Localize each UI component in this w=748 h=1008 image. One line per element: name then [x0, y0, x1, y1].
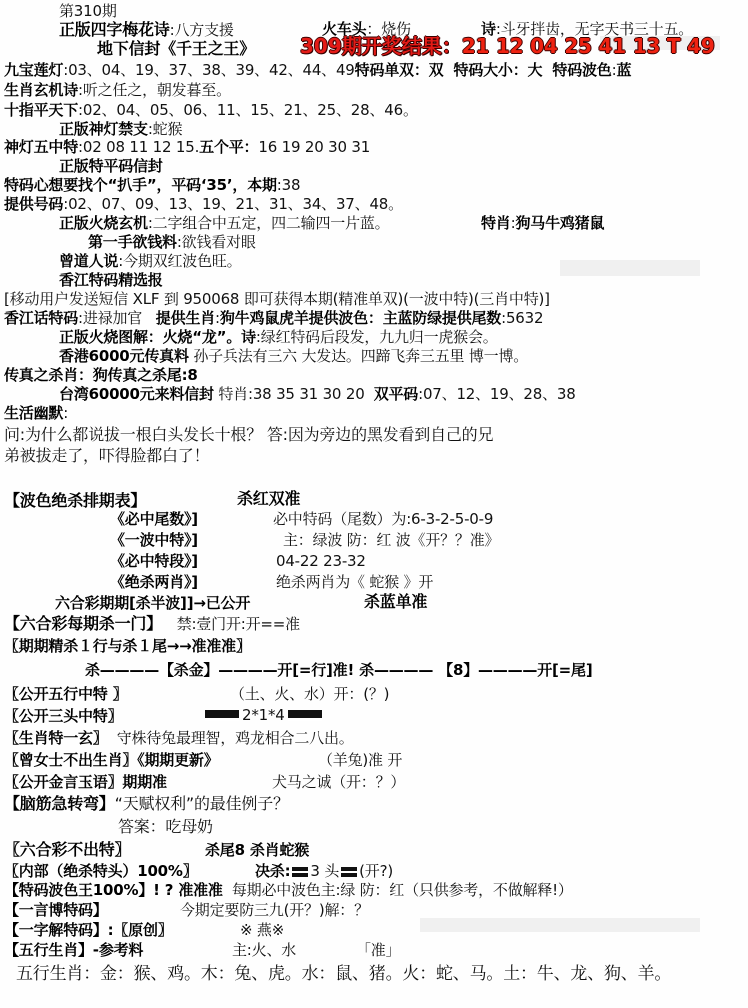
table-footer-right: 杀蓝单准	[364, 592, 428, 611]
body-row-shendeng-wuzhongte	[4, 140, 370, 156]
neibu-value-wrap	[255, 864, 393, 880]
tema-danshuang-value: 双	[428, 61, 444, 79]
tigong-shengxiao-value: 狗牛鸡鼠虎羊	[219, 309, 309, 327]
bar-right-icon	[288, 710, 322, 721]
poem-label: 诗	[481, 20, 496, 38]
xiangjianghua-value: 进禄加官	[82, 309, 143, 327]
tigong-shengxiao-sep: :	[215, 309, 220, 327]
shendeng-wuzhongte-label: 神灯五中特	[4, 138, 79, 156]
zengdaoren-sep: :	[118, 252, 124, 270]
body-row-tema-xinxiang	[4, 178, 300, 194]
shuangpingma-label: 双平码	[373, 385, 419, 403]
bar-icon	[292, 867, 308, 877]
wuxing-shengxiao-label: 【五行生肖】-参考料	[4, 941, 144, 959]
wuxing-shengxiao-zhun: 「准」	[356, 941, 401, 959]
yiyan-label: 【一言博特码】	[4, 901, 108, 919]
bottom-row-santou-zhongte: 〖公开三头中特〗	[4, 707, 123, 725]
xianggang-6000-label: 香港6000元传真料	[59, 347, 189, 365]
sha-yimen-value: 禁:壹门开:开==准	[176, 615, 300, 633]
diyishou-label: 第一手欲钱料	[88, 233, 177, 251]
huoshao-tujie-sep: :	[255, 328, 261, 346]
body-row-xiangjiang-jingxuanbao: 香江特码精选报	[59, 271, 163, 289]
poem-value: 斗牙拌齿，无字天书三十五。	[500, 20, 694, 38]
tigong-bose-label: 提供波色：	[308, 309, 383, 327]
table-row-name-3: 《绝杀两肖》]	[110, 573, 198, 591]
naojin-value: “天赋权利”的最佳例子？	[114, 794, 289, 813]
shuangpingma-value: 07、12、19、28、38	[422, 385, 576, 403]
tigong-haoma-value: 02、07、09、13、19、21、31、34、37、48。	[68, 195, 403, 213]
bottom-row-naojin-answer: 答案：吃母奶	[118, 817, 213, 836]
shendeng-jinzhi-label: 正版神灯禁支	[59, 120, 148, 138]
yiyan-value: 今期定要防三九(开？)解：？	[180, 901, 369, 919]
table-row-name-1: 《一波中特》]	[110, 531, 198, 549]
body-row-jiubao	[4, 63, 631, 79]
santou-zhongte-value: 2*1*4	[242, 706, 285, 724]
spacer	[142, 309, 156, 327]
sha-yimen-label: 【六合彩每期杀一门】	[4, 614, 163, 633]
wuxing-shengxiao-list: 五行生肖：金：猴、鸡。木：兔、虎。水：鼠、猪。火：蛇、马。土：牛、龙、狗、羊。	[16, 964, 672, 984]
neibu-label: 〖内部（绝杀特头）100%〗	[4, 862, 198, 880]
result-banner	[300, 36, 715, 57]
shengxiao-xuanji-value: 听之任之，朝发暮至。	[82, 81, 231, 99]
diyishou-sep: :	[176, 233, 182, 251]
tema-danshuang-label: 特码单双：	[354, 61, 429, 79]
wuxing-zhongte-label: 〖公开五行中特 〗	[4, 685, 128, 703]
shizhi-value: 02、04、05、06、11、15、21、25、28、46。	[82, 101, 418, 119]
tema-xinxiang-sep: :	[276, 176, 282, 194]
bottom-row-jingsha: 〖期期精杀１行与杀１尾→→准准准〗	[4, 637, 251, 655]
spacer	[108, 729, 117, 747]
bottom-row-yiyan	[4, 903, 108, 919]
shendeng-wuzhongte-sep: :	[78, 138, 83, 156]
jiubao-sep: :	[63, 61, 69, 79]
huoshao-tujie-label: 正版火烧图解：火烧“龙”。诗	[59, 328, 256, 346]
body-row-huoshao-tujie	[59, 330, 498, 346]
shenghuo-youmo-sep: :	[63, 404, 69, 422]
tema-xinxiang-value: 38	[281, 176, 301, 194]
train-label: 火车头	[322, 20, 367, 38]
spacer	[365, 385, 374, 403]
bottom-row-neibu	[4, 864, 198, 880]
tema-daxiao-value: 大	[527, 61, 543, 79]
body-row-shengxiao-xuanji	[4, 83, 231, 99]
body-row-tigong-haoma	[4, 197, 403, 213]
tema-daxiao-label: 特码大小：	[453, 61, 528, 79]
table-row-value-3: 绝杀两肖为《 蛇猴 》开	[276, 573, 434, 591]
bosewang-value: 每期必中波色主:绿 防：红（只供参考，不做解释!）	[231, 881, 573, 899]
body-row-chuanzhen-shaxiao	[4, 368, 198, 384]
bottom-row-zeng-nvshi	[4, 753, 219, 769]
bosewang-label: 【特码波色王100%】! ? 准准准	[4, 881, 223, 899]
table-row-name-0: 《必中尾数》]	[110, 510, 198, 528]
tigong-shengxiao-label: 提供生肖	[155, 309, 215, 327]
jinyanyuyu-label: 〖公开金言玉语〗期期准	[4, 773, 167, 791]
joke-question: 问:为什么都说拔一根白头发长十根？ 答:因为旁边的黑发看到自己的兄	[4, 425, 494, 444]
body-row-xianggang-6000	[59, 349, 528, 365]
body-row-diyishou	[88, 235, 256, 251]
table-row-name-2: 《必中特段》]	[110, 552, 198, 570]
shuangpingma-sep: :	[418, 385, 423, 403]
underground-envelope-label: 地下信封《千王之王》	[97, 39, 256, 58]
tema-xinxiang-label: 特码心想要找个“扒手”，平码‘35’，本期	[4, 176, 277, 194]
neibu-value-label: 决杀:	[255, 862, 291, 880]
xiangjianghua-sep: :	[78, 309, 83, 327]
bar-icon	[341, 867, 357, 877]
table-section-subtitle: 杀红双准	[237, 489, 301, 508]
texiao-label: 特肖	[481, 214, 511, 232]
table-row-value-2: 04-22 23-32	[276, 552, 366, 570]
neibu-value-number: 3 头	[310, 862, 340, 880]
huoshao-texiao	[481, 216, 604, 232]
spacer	[542, 61, 552, 79]
tigong-haoma-sep: :	[63, 195, 69, 213]
issue-number: 第310期	[59, 2, 117, 20]
shengxiao-xuanji-sep: :	[78, 81, 83, 99]
chuanzhen-shawei-value: 传真之杀尾:8	[107, 366, 198, 384]
santou-zhongte-value-wrap	[202, 708, 325, 724]
wuxing-shengxiao-value: 主:火、水	[232, 941, 297, 959]
taiwan-60000-value: 特肖:38 35 31 30 20	[218, 385, 365, 403]
shengxiao-xuanji-label: 生肖玄机诗	[4, 81, 79, 99]
tema-bose-value: 蓝	[616, 61, 632, 79]
result-banner-numbers: 21 12 04 25 41 13 T 49	[461, 34, 715, 58]
tigong-bose-value: 主蓝防绿	[382, 309, 442, 327]
diyishou-value: 欲钱看对眼	[181, 233, 256, 251]
body-row-zengdaoren	[59, 254, 241, 270]
table-row-value-1: 主：绿波 防：红 波《开？？准》	[283, 531, 500, 549]
xiangjianghua-label: 香江话特码	[4, 309, 79, 327]
buchute-value: 杀尾8 杀肖蛇猴	[205, 841, 310, 859]
spacer	[162, 614, 177, 633]
zeng-nvshi-label: 〖曾女士不出生肖〗《期期更新》	[4, 751, 219, 769]
body-row-shenghuo-youmo	[4, 406, 68, 422]
texiao-value: 狗马牛鸡猪鼠	[515, 214, 605, 232]
jiubao-label: 九宝莲灯	[4, 61, 64, 79]
bottom-row-shajin: 杀————【杀金】————开[=行]准! 杀———— 【8】————开[=尾]	[85, 661, 593, 679]
shendeng-jinzhi-value: 蛇猴	[152, 120, 183, 138]
buchute-label: 〖六合彩不出特〗	[4, 840, 131, 859]
shengxiao-teyixuan-value: 守株待兔最理智，鸡龙相合二八出。	[116, 729, 354, 747]
spacer	[443, 61, 453, 79]
naojin-label: 【脑筋急转弯】	[4, 794, 115, 813]
scan-artifact	[420, 918, 700, 932]
poem-sep: :	[495, 20, 501, 38]
bottom-row-wuxing-zhongte	[4, 687, 127, 703]
wuxing-zhongte-value: （土、火、水）开：(？)	[230, 685, 390, 703]
wugeping-value: 16 19 20 30 31	[258, 138, 371, 156]
body-row-huoshao-xuanji	[59, 216, 389, 232]
body-row-xiangjianghua	[4, 311, 543, 327]
bottom-row-yizi	[4, 923, 173, 939]
table-section-title: 【波色绝杀排期表】	[4, 491, 147, 510]
train-sep: ：	[366, 20, 382, 38]
body-row-shendeng-jinzhi	[59, 122, 182, 138]
zengdaoren-label: 曾道人说	[59, 252, 119, 270]
header-line-1	[59, 22, 234, 39]
body-row-taiwan-60000	[59, 387, 576, 403]
bottom-row-wuxing-shengxiao-label	[4, 943, 143, 959]
body-row-sms-note: [移动用户发送短信 XLF 到 950068 即可获得本期(精准单双)(一波中特)(三肖中特)]	[4, 290, 550, 308]
wugeping-label: 五个平：	[199, 138, 259, 156]
shenghuo-youmo-label: 生活幽默	[4, 404, 64, 422]
bottom-row-sha-yimen	[4, 616, 300, 633]
chuanzhen-shaxiao-label: 传真之杀肖：狗	[4, 366, 108, 384]
tigong-weishu-value: 5632	[505, 309, 544, 327]
shizhi-sep: :	[78, 101, 83, 119]
jinyanyuyu-value: 犬马之诚（开：？）	[272, 773, 406, 791]
table-row-value-0: 必中特码（尾数）为:6-3-2-5-0-9	[273, 510, 494, 528]
tema-bose-sep: :	[611, 61, 617, 79]
body-row-shizhi	[4, 103, 418, 119]
texiao-sep: :	[510, 214, 516, 232]
table-footer-left: 六合彩期期[杀半波]]→已公开	[55, 594, 251, 612]
plate-value: 八方支援	[174, 21, 234, 39]
plate-sep: :	[169, 21, 175, 39]
shizhi-label: 十指平天下	[4, 101, 79, 119]
yizi-label: 【一字解特码】:〖原创〗	[4, 921, 173, 939]
bottom-row-shengxiao-teyixuan	[4, 731, 354, 747]
body-row-zhengban-tepingma: 正版特平码信封	[59, 157, 163, 175]
tema-bose-label: 特码波色	[552, 61, 612, 79]
tigong-weishu-sep: :	[501, 309, 506, 327]
bottom-row-bosewang	[4, 883, 573, 899]
bottom-row-buchute	[4, 842, 130, 859]
tigong-weishu-label: 提供尾数	[441, 309, 502, 327]
xianggang-6000-value: 孙子兵法有三六 大发达。四蹄飞奔三五里 博一博。	[193, 347, 529, 365]
zengdaoren-value: 今期双红波色旺。	[123, 252, 242, 270]
bottom-row-jinyanyuyu	[4, 775, 167, 791]
shendeng-jinzhi-sep: :	[147, 120, 153, 138]
shengxiao-teyixuan-label: 〖生肖特一玄〗	[4, 729, 108, 747]
yizi-value: ※ 燕※	[240, 921, 285, 939]
taiwan-60000-label: 台湾60000元来料信封	[59, 385, 214, 403]
result-banner-text: 309期开奖结果：	[300, 34, 462, 58]
plate-label: 正版四字梅花诗	[59, 20, 170, 39]
train-value: 烧伤	[381, 20, 411, 38]
spacer	[223, 881, 232, 899]
huoshao-tujie-value: 绿红特码后段发，九九归一虎猴会。	[260, 328, 498, 346]
zeng-nvshi-value: （羊兔)准 开	[318, 751, 403, 769]
joke-answer: 弟被拔走了，吓得脸都白了！	[4, 446, 210, 465]
bar-left-icon	[205, 710, 239, 721]
scan-artifact	[560, 260, 700, 276]
bottom-row-naojin	[4, 796, 289, 813]
neibu-value-open: (开?)	[359, 862, 393, 880]
shendeng-wuzhongte-value: 02 08 11 12 15.	[82, 138, 200, 156]
huoshao-xuanji-sep: :	[147, 214, 153, 232]
tigong-haoma-label: 提供号码	[4, 195, 64, 213]
huoshao-xuanji-value: 二字组合中五定，四二输四一片蓝。	[152, 214, 390, 232]
huoshao-xuanji-label: 正版火烧玄机	[59, 214, 148, 232]
jiubao-value: 03、04、19、37、38、39、42、44、49	[68, 61, 355, 79]
